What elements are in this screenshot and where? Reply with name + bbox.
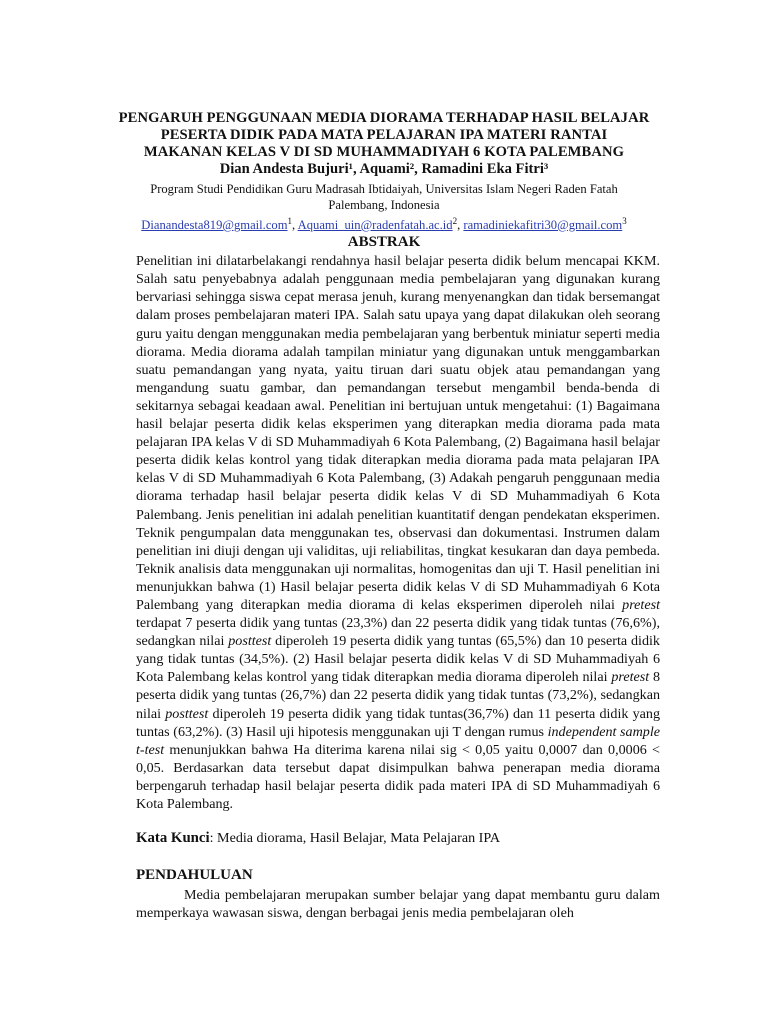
abstract-text-3: diperoleh 19 peserta didik yang tuntas (65,5%) dan 10 peserta didik yang tidak tuntas (34,5%). (2) Hasil belajar peserta didik kelas V di SD Muhammadiyah 6 Kota Palembang kelas kontrol yang tidak diterapkan media diorama diperoleh nilai	[136, 633, 660, 686]
abstract-body	[136, 252, 660, 813]
email-link-3[interactable]: ramadiniekafitri30@gmail.com	[463, 218, 623, 233]
email-sup-1: 1	[287, 216, 293, 226]
email-sup-2: 2	[452, 216, 458, 226]
abstract-text-5: diperoleh 19 peserta didik yang tidak tuntas(36,7%) dan 11 peserta didik yang tuntas (63,2%). (3) Hasil uji hipotesis menggunakan uji T dengan rumus	[136, 705, 660, 740]
abstract-text-4: 8 peserta didik yang tuntas (26,7%) dan 22 peserta didik yang tidak tuntas (73,2%), sedangkan nilai	[136, 669, 660, 722]
keywords-text: : Media diorama, Hasil Belajar, Mata Pelajaran IPA	[209, 830, 501, 847]
paper-title	[104, 110, 664, 161]
intro-paragraph: Media pembelajaran merupakan sumber belajar yang dapat membantu guru dalam memperkaya wawasan siswa, dengan berbagai jenis media pembelajaran oleh	[136, 887, 660, 922]
email-link-1[interactable]: Dianandesta819@gmail.com	[141, 218, 288, 233]
title-line-2: PESERTA DIDIK PADA MATA PELAJARAN IPA MATERI RANTAI	[160, 127, 608, 143]
title-line-1: PENGARUH PENGGUNAAN MEDIA DIORAMA TERHADAP HASIL BELAJAR	[118, 110, 650, 126]
email-list: Dianandesta819@gmail.com$^1$, $Aquami\_uin@radenfatah.ac.id^2$, ramadiniekafitri30@gmail.com$^3$	[141, 216, 627, 233]
abstract-text-2: terdapat 7 peserta didik yang tuntas (23,3%) dan 22 peserta didik yang tidak tuntas (76,6%), sedangkan nilai	[136, 615, 660, 650]
abstract-italic-posttest-2: posttest	[165, 705, 209, 722]
abstract-italic-ttest: independent sample t-test	[136, 723, 660, 758]
keywords	[136, 829, 660, 847]
abstract-italic-posttest-1: posttest	[228, 633, 272, 650]
email-link-2[interactable]: Aquami_uin@radenfatah.ac.id	[297, 218, 453, 233]
abstract-italic-pretest-1: pretest	[622, 596, 660, 613]
abstract-italic-pretest-2: pretest	[611, 669, 650, 686]
abstract-text-6: menunjukkan bahwa Ha diterima karena nilai sig < 0,05 yaitu 0,0007 dan 0,0006 < 0,05. Berdasarkan data tersebut dapat disimpulkan bahwa penerapan media diorama berpengaruh terhadap hasil belajar peserta didik pada materi IPA di SD Muhammadiyah 6 Kota Palembang.	[136, 741, 660, 812]
email-sup-3: 3	[622, 216, 627, 226]
affiliation-line-2: Palembang, Indonesia	[328, 197, 440, 212]
intro-heading: PENDAHULUAN	[136, 867, 253, 884]
title-line-3: MAKANAN KELAS V DI SD MUHAMMADIYAH 6 KOTA PALEMBANG	[143, 144, 625, 160]
affiliation-line-1: Program Studi Pendidikan Guru Madrasah Ibtidaiyah, Universitas Islam Negeri Raden Fatah	[150, 182, 618, 196]
author-list: Dian Andesta Bujuri¹, Aquami², Ramadini Eka Fitri³	[219, 161, 549, 177]
abstract-text-1: Penelitian ini dilatarbelakangi rendahnya hasil belajar peserta didik belum mencapai KKM. Salah satu penyebabnya adalah penggunaan media pembelajaran yang digunakan kurang bervariasi sehingga siswa cepat merasa jenuh, kurang menyenangkan dan tidak bersemangat dalam proses pembelajaran materi IPA. Salah satu upaya yang dapat dilakukan oleh seorang guru yaitu dengan menggunakan media pembelajaran yang berbentuk miniatur seperti media diorama. Media diorama adalah tampilan miniatur yang digunakan untuk menggambarkan suatu pemandangan yang nyata, yaitu tiruan dari suatu objek atau pemandangan yang mengandung suatu gambar, dan pemandangan tersebut mengambil benda-benda di sekitarnya sebagai keadaan awal. Penelitian ini bertujuan untuk mengetahui: (1) Bagaimana hasil belajar peserta didik kelas eksperimen yang diterapkan media diorama pada mata pelajaran IPA kelas V di SD Muhammadiyah 6 Kota Palembang, (2) Bagaimana hasil belajar peserta didik kelas kontrol yang tidak diterapkan media diorama pada mata pelajaran IPA kelas V di SD Muhammadiyah 6 Kota Palembang, (3) Adakah pengaruh penggunaan media diorama terhadap hasil belajar peserta didik kelas V di SD Muhammadiyah 6 Kota Palembang. Jenis penelitian ini adalah penelitian kuantitatif dengan pendekatan eksperimen. Teknik pengumpalan data menggunakan tes, observasi dan dokumentasi. Instrumen dalam penelitian ini diuji dengan uji validitas, uji reliabilitas, tingkat kesukaran dan daya pembeda. Teknik analisis data menggunakan uji normalitas, homogenitas dan uji T. Hasil penelitian ini menunjukkan bahwa (1) Hasil belajar peserta didik kelas V di SD Muhammadiyah 6 Kota Palembang yang diterapkan media diorama di kelas eksperimen diperoleh nilai	[136, 253, 660, 613]
affiliation	[104, 182, 664, 213]
keywords-label: Kata Kunci	[136, 830, 210, 847]
abstract-heading: ABSTRAK	[347, 234, 421, 251]
